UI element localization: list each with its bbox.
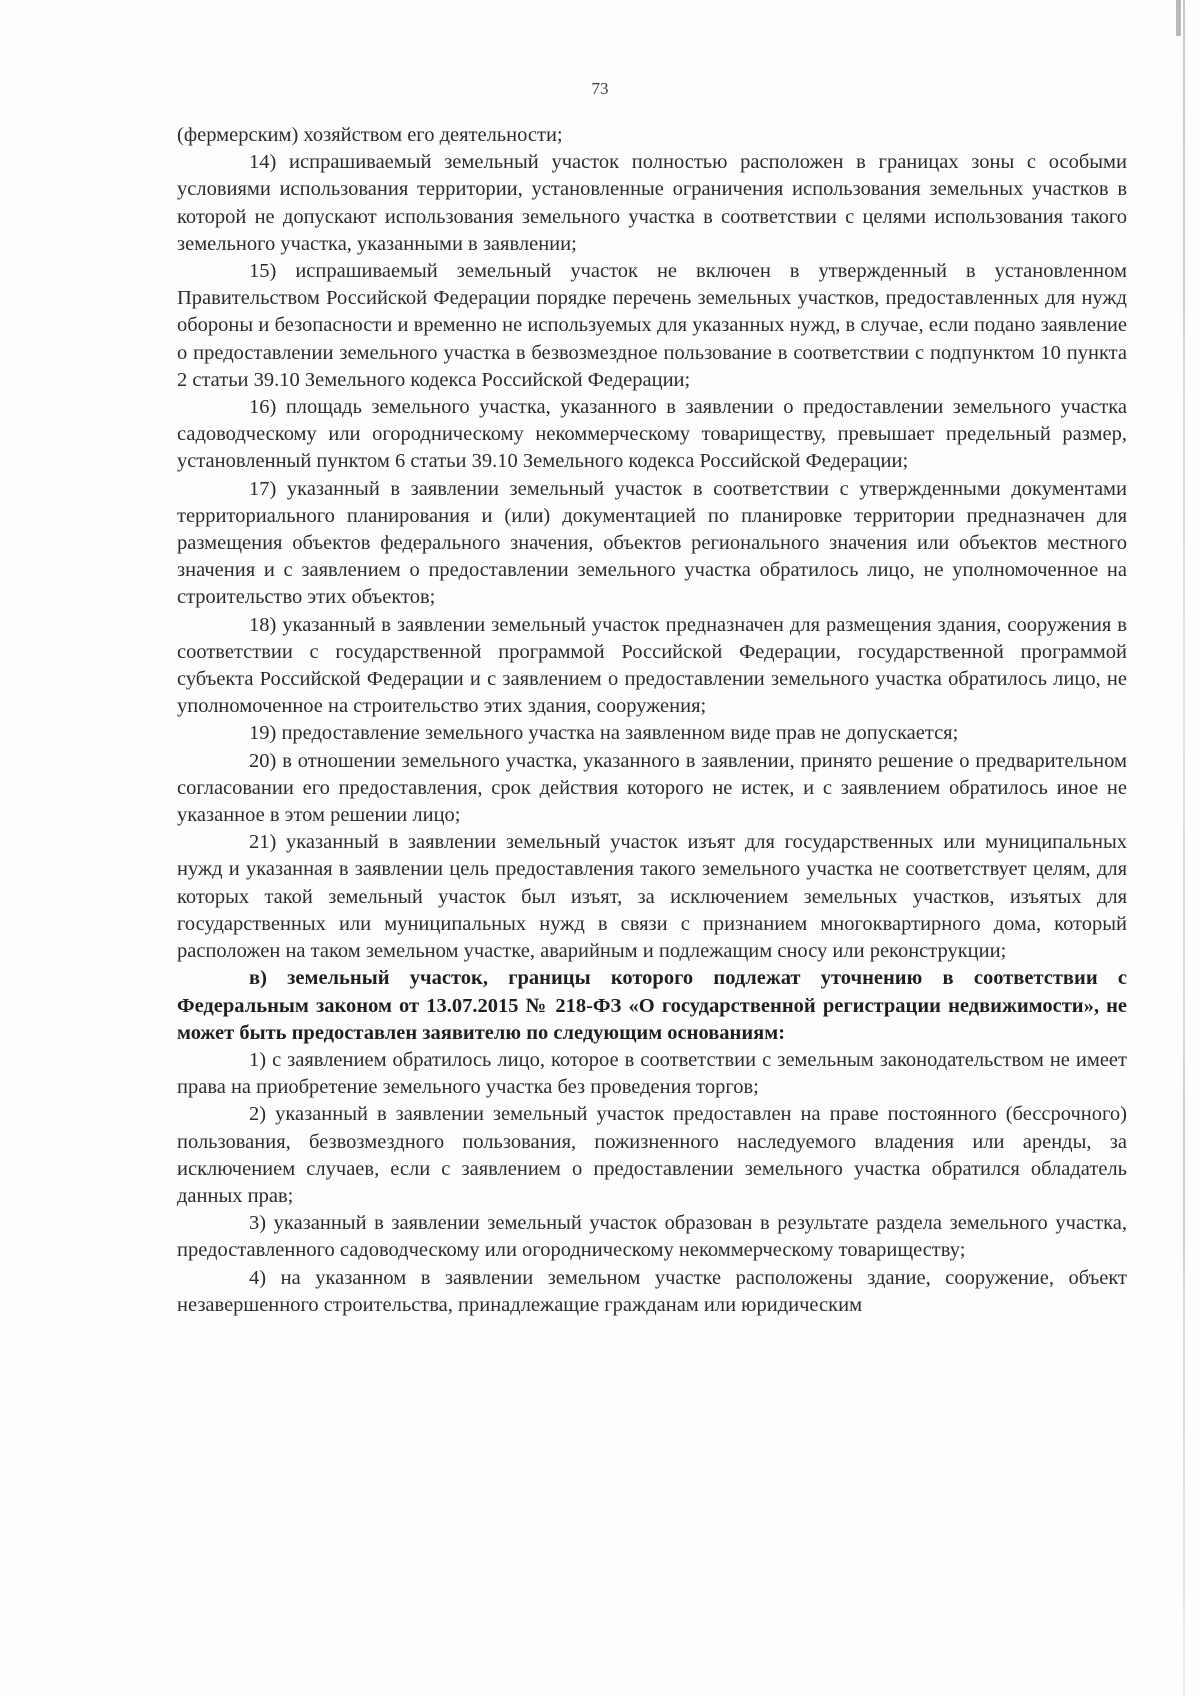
paragraph-8: 21) указанный в заявлении земельный участок изъят для государственных или муниципальных нужд и указанная в заявлении цель предоставления такого земельного участка не соответствует целям, для которых такой земельный участок был изъят, за исключением земельных участков, изъятых для государственных или муниципальных нужд в связи с признанием многоквартирного дома, который расположен на таком земельном участке, аварийным и подлежащим сносу или реконструкции; (177, 831, 1127, 963)
page-number: 73 (591, 79, 609, 98)
scan-edge-mark (1176, 0, 1181, 36)
paragraph-6: 19) предоставление земельного участка на заявленном виде прав не допускается; (249, 722, 959, 745)
paragraph-3: 16) площадь земельного участка, указанного в заявлении о предоставлении земельного участка садоводческому или огородническому некоммерческому товариществу, превышает предельный размер, установленный пунктом 6 статьи 39.10 Земельного кодекса Российской Федерации; (177, 396, 1127, 473)
document-body (177, 122, 1127, 1319)
paragraph-7: 20) в отношении земельного участка, указанного в заявлении, принято решение о предварительном согласовании его предоставления, срок действия которого не истек, и с заявлением обратилось иное не указанное в этом решении лицо; (177, 749, 1127, 827)
paragraph-10: 1) с заявлением обратилось лицо, которое в соответствии с земельным законодательством не имеет права на приобретение земельного участка без проведения торгов; (177, 1048, 1127, 1099)
paragraph-4: 17) указанный в заявлении земельный участок в соответствии с утвержденными документами территориального планирования и (или) документацией по планировке территории предназначен для размещения объектов федерального значения, объектов регионального значения или объектов местного значения и с заявлением о предоставлении земельного участка обратилось лицо, не уполномоченное на строительство этих объектов; (177, 477, 1127, 609)
scan-edge-line (1183, 0, 1185, 1696)
paragraph-11: 2) указанный в заявлении земельный участок предоставлен на праве постоянного (бессрочного) пользования, безвозмездного пользования, пожизненного наследуемого владения или аренды, за исключением случаев, если с заявлением о предоставлении земельного участка обратился обладатель данных прав; (177, 1103, 1127, 1207)
paragraph-1: 14) испрашиваемый земельный участок полностью расположен в границах зоны с особыми условиями использования территории, установленные ограничения использования земельных участков в которой не допускают использования земельного участка в соответствии с целями использования такого земельного участка, указанными в заявлении; (177, 151, 1127, 255)
paragraph-0: (фермерским) хозяйством его деятельности; (177, 124, 563, 146)
paragraph-13: 4) на указанном в заявлении земельном участке расположены здание, сооружение, объект незавершенного строительства, принадлежащие гражданам или юридическим (177, 1266, 1127, 1316)
paragraph-2: 15) испрашиваемый земельный участок не включен в утвержденный в установленном Правительством Российской Федерации порядке перечень земельных участков, предоставленных для нужд обороны и безопасности и временно не используемых для указанных нужд, в случае, если подано заявление о предоставлении земельного участка в безвозмездное пользование в соответствии с подпунктом 10 пункта 2 статьи 39.10 Земельного кодекса Российской Федерации; (177, 260, 1127, 391)
paragraph-12: 3) указанный в заявлении земельный участок образован в результате раздела земельного участка, предоставленного садоводческому или огородническому некоммерческому товариществу; (177, 1212, 1127, 1262)
paragraph-9: в) земельный участок, границы которого подлежат уточнению в соответствии с Федеральным законом от 13.07.2015 № 218-ФЗ «О государственной регистрации недвижимости», не может быть предоставлен заявителю по следующим основаниям: (177, 967, 1127, 1044)
paragraph-5: 18) указанный в заявлении земельный участок предназначен для размещения здания, сооружения в соответствии с государственной программой Российской Федерации, государственной программой субъекта Российской Федерации и с заявлением о предоставлении земельного участка обратилось лицо, не уполномоченное на строительство этих здания, сооружения; (177, 613, 1127, 718)
